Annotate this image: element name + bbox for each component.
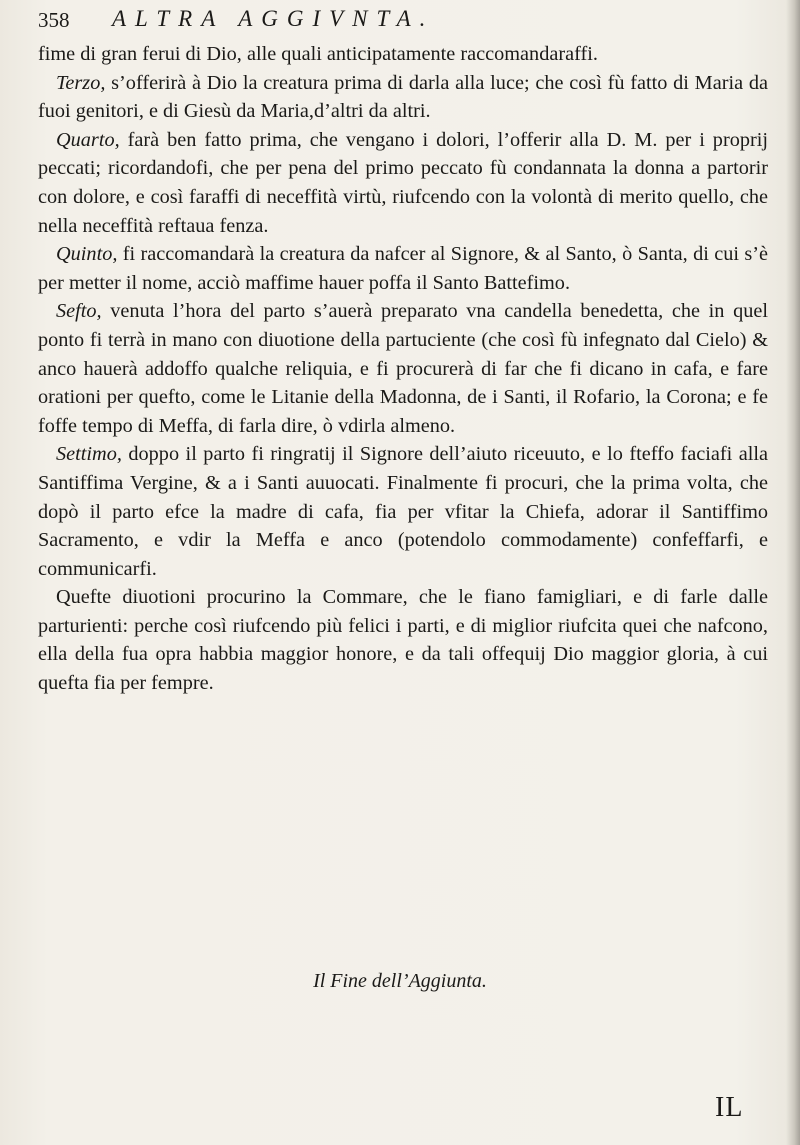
paragraph-text: Quefte diuotioni procurino la Commare, che le fiano famigliari, e di farle dalle parturienti: perche così riufcendo più felici i parti, e di miglior riufcita quei che nafcono, ella della fua opra habbia maggior honore, e da tali offequij Dio maggior gloria, à cui quefta fia per fempre. xyxy=(38,586,768,695)
end-note: Il Fine dell’Aggiunta. xyxy=(313,970,487,992)
paragraph-quarto xyxy=(38,126,768,240)
paragraph-text: s’offerirà à Dio la creatura prima di darla alla luce; che così fù fatto di Maria da fuoi genitori, e di Giesù da Maria,d’altri da altri. xyxy=(38,71,768,123)
paragraph-lead: Sefto, xyxy=(56,300,102,323)
paragraph-conclusion xyxy=(38,583,768,697)
paragraph-text: fi raccomandarà la creatura da nafcer al Signore, & al Santo, ò Santa, di cui s’è per metter il nome, acciò maffime hauer poffa il Santo Battefimo. xyxy=(38,243,768,294)
paragraph-lead: Quarto, xyxy=(56,128,120,151)
paragraph-text: farà ben fatto prima, che vengano i dolori, l’offerir alla D. M. per i proprij peccati; ricordandofi, che per pena del primo peccato fù condannata la donna a partorir con dolore, e così faraffi di neceffità virtù, riufcendo con la volontà di merito quello, che nella neceffità reftaua fenza. xyxy=(38,128,768,237)
paragraph-text: doppo il parto fi ringratij il Signore dell’aiuto riceuuto, e lo fteffo faciafi alla Santiffima Vergine, & a i Santi auuocati. Finalmente fi procuri, che la prima volta, che dopò il parto efce la madre di cafa, fia per vfitar la Chiefa, adorar il Santiffimo Sacramento, e vdir la Meffa e anco (potendolo commodamente) confeffarfi, e communicarfi. xyxy=(38,443,768,580)
paragraph-lead: Quinto, xyxy=(56,243,118,266)
paragraph-continuation xyxy=(38,40,768,69)
paragraph-lead: Terzo, xyxy=(56,71,106,94)
running-head: ALTRA AGGIVNTA. xyxy=(112,6,435,31)
paragraph-terzo xyxy=(38,69,768,126)
page-header xyxy=(32,2,772,38)
paragraph-text: fime di gran ferui di Dio, alle quali anticipatamente raccomandaraffi. xyxy=(38,43,598,65)
paragraph-quinto xyxy=(38,240,768,297)
paragraph-lead: Settimo, xyxy=(56,443,122,466)
paragraph-settimo xyxy=(38,440,768,583)
body-text xyxy=(38,40,768,698)
paragraph-sesto xyxy=(38,297,768,440)
catchword: IL xyxy=(715,1092,744,1123)
paragraph-text: venuta l’hora del parto s’auerà preparato vna candella benedetta, che in quel ponto fi terrà in mano con diuotione della partuciente (che così fù infegnato dal Cielo) & anco hauerà addoffo qualche reliquia, e fi procurerà di far che fi dicano in cafa, e fare orationi per quefto, come le Litanie della Madonna, de i Santi, il Rofario, la Corona; e fe foffe tempo di Meffa, di farla dire, ò vdirla almeno. xyxy=(38,300,768,437)
page-number: 358 xyxy=(38,8,70,32)
